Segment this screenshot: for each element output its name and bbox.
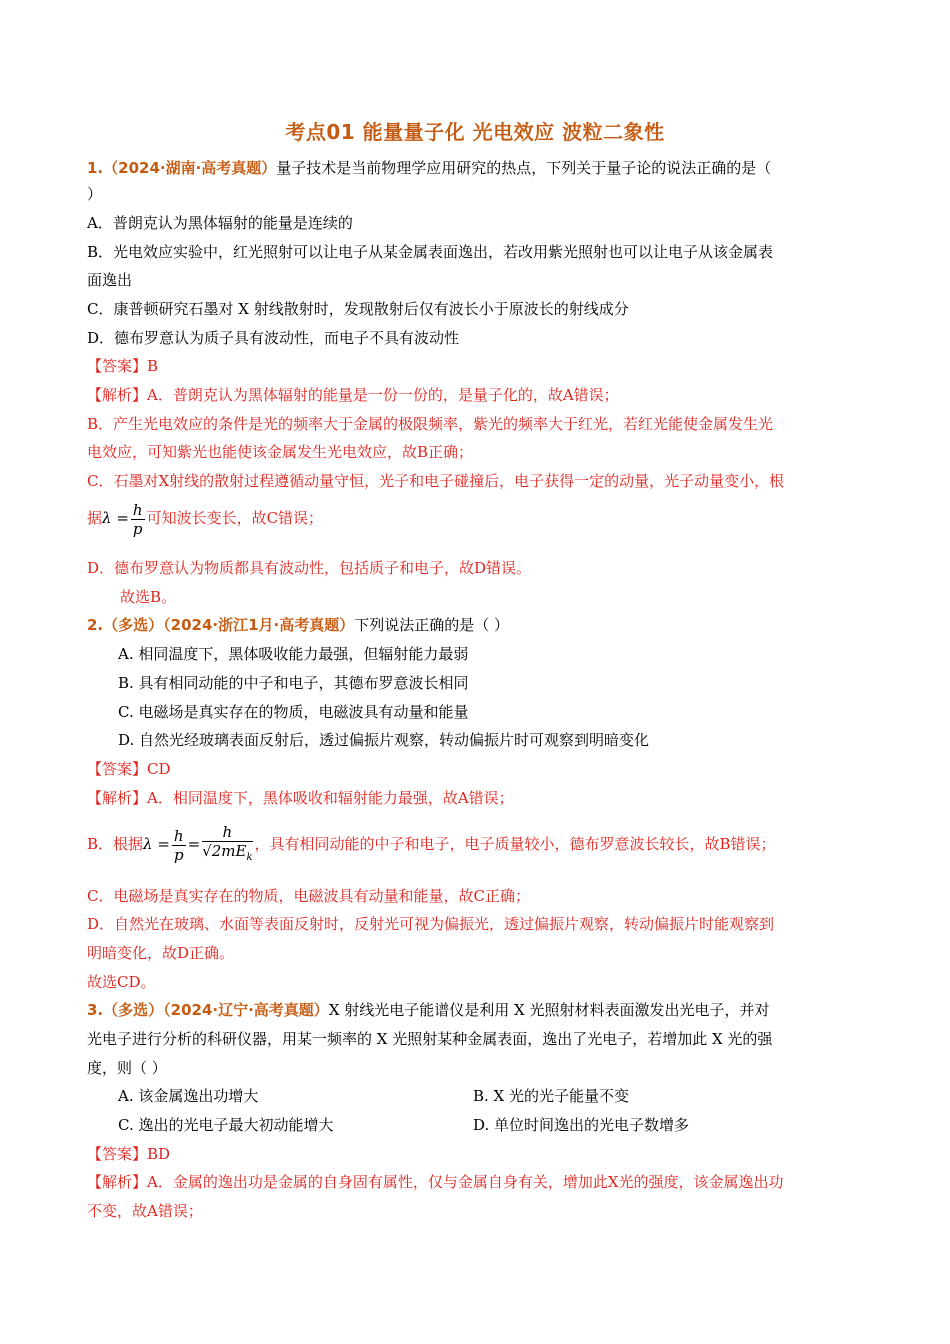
q1-analysis-c-line1: C．石墨对X射线的散射过程遵循动量守恒，光子和电子碰撞后，电子获得一定的动量，光子动量变小，根 <box>87 472 785 490</box>
q2-option-a: A. 相同温度下，黑体吸收能力最强，但辐射能力最弱 <box>118 645 469 663</box>
q1-number: 1. <box>87 159 104 177</box>
formula-lambda-2: λ = <box>143 835 170 853</box>
q3-answer: 【答案】BD <box>87 1145 171 1163</box>
q1-analysis-d: D．德布罗意认为物质都具有波动性，包括质子和电子，故D错误。 <box>87 559 532 577</box>
q3-source: （2024·辽宁·高考真题） <box>163 1001 329 1019</box>
q1-option-c: C．康普顿研究石墨对 X 射线散射时，发现散射后仅有波长小于原波长的射线成分 <box>87 300 629 318</box>
formula-equals: = <box>187 835 201 853</box>
q2-analysis-d-line1: D．自然光在玻璃、水面等表面反射时，反射光可视为偏振光，透过偏振片观察，转动偏振片时能观察到 <box>87 915 775 933</box>
q3-stem-line3: 度，则（ ） <box>87 1059 167 1077</box>
q3-analysis-a-text: A．金属的逸出功是金属的自身固有属性，仅与金属自身有关，增加此X光的强度，该金属逸出功 <box>147 1173 784 1191</box>
formula-lambda-1: λ = <box>102 509 129 527</box>
q2-number: 2. <box>87 616 104 634</box>
q2-analysis-d-line2: 明暗变化，故D正确。 <box>87 944 235 962</box>
q3-analysis-label: 【解析】 <box>87 1173 148 1191</box>
q2-analysis-b-post: ，具有相同动能的中子和电子，电子质量较小，德布罗意波长较长，故B错误； <box>254 835 776 853</box>
q1-stem: 量子技术是当前物理学应用研究的热点，下列关于量子论的说法正确的是（ <box>276 159 772 177</box>
q2-tag: （多选） <box>103 616 164 634</box>
q3-analysis-a-line2: 不变，故A错误； <box>87 1202 203 1220</box>
q3-tag: （多选） <box>103 1001 164 1019</box>
q1-option-d: D．德布罗意认为质子具有波动性，而电子不具有波动性 <box>87 329 460 347</box>
q1-analysis-b-line1: B．产生光电效应的条件是光的频率大于金属的极限频率，紫光的频率大于红光，若红光能使金属发生光 <box>87 415 774 433</box>
q2-answer: 【答案】CD <box>87 760 171 778</box>
page-title: 考点01 能量量子化 光电效应 波粒二象性 <box>285 120 665 144</box>
q2-analysis-label: 【解析】 <box>87 789 148 807</box>
formula-fraction-sqrt: $\frac{h}{√2mE_k}$ <box>202 823 252 867</box>
q3-analysis-a-line1 <box>87 1172 784 1192</box>
q1-source: （2024·湖南·高考真题） <box>103 159 277 177</box>
q3-option-d: D. 单位时间逸出的光电子数增多 <box>473 1116 690 1134</box>
q3-stem-line1 <box>87 1000 769 1020</box>
q2-analysis-a <box>87 788 514 808</box>
q2-conclusion: 故选CD。 <box>87 973 156 991</box>
q1-stem-end: ） <box>87 185 103 203</box>
q1-analysis-c-pre: 据 <box>87 509 103 527</box>
q1-analysis-a-text: A．普朗克认为黑体辐射的能量是一份一份的，是量子化的，故A错误； <box>147 386 619 404</box>
q1-analysis-c-line2 <box>87 500 323 538</box>
q3-number: 3. <box>87 1001 104 1019</box>
q1-analysis-label: 【解析】 <box>87 386 148 404</box>
q3-stem-line2: 光电子进行分析的科研仪器，用某一频率的 X 光照射某种金属表面，逸出了光电子，若增加此 X 光的强 <box>87 1030 773 1048</box>
formula-fraction-1: $\frac{h}{p}$ <box>132 500 143 538</box>
q2-option-d: D. 自然光经玻璃表面反射后，透过偏振片观察，转动偏振片时可观察到明暗变化 <box>118 731 650 749</box>
q1-option-a: A．普朗克认为黑体辐射的能量是连续的 <box>87 214 353 232</box>
q1-analysis-b-line2: 电效应，可知紫光也能使该金属发生光电效应，故B正确； <box>87 443 474 461</box>
q2-analysis-b <box>87 816 776 872</box>
q2-stem-line <box>87 615 509 635</box>
q2-stem: 下列说法正确的是（ ） <box>354 616 510 634</box>
q3-option-b: B. X 光的光子能量不变 <box>473 1087 630 1105</box>
q1-analysis-a <box>87 385 619 405</box>
q3-option-c: C. 逸出的光电子最大初动能增大 <box>118 1116 334 1134</box>
q2-option-b: B. 具有相同动能的中子和电子，其德布罗意波长相同 <box>118 674 469 692</box>
q1-stem-line <box>87 158 771 178</box>
q1-conclusion: 故选B。 <box>120 588 177 606</box>
q2-analysis-c: C．电磁场是真实存在的物质，电磁波具有动量和能量，故C正确； <box>87 887 530 905</box>
q3-option-a: A. 该金属逸出功增大 <box>118 1087 259 1105</box>
q2-option-c: C. 电磁场是真实存在的物质，电磁波具有动量和能量 <box>118 703 469 721</box>
q3-stem-1: X 射线光电子能谱仪是利用 X 光照射材料表面激发出光电子，并对 <box>328 1001 770 1019</box>
formula-fraction-h-p: $\frac{h}{p}$ <box>173 826 184 864</box>
q2-analysis-a-text: A．相同温度下，黑体吸收和辐射能力最强，故A错误； <box>147 789 514 807</box>
formula-sqrt: $√2mE_k$ <box>202 842 253 863</box>
q2-source: （2024·浙江1月·高考真题） <box>163 616 355 634</box>
q1-option-b-line1: B．光电效应实验中，红光照射可以让电子从某金属表面逸出，若改用紫光照射也可以让电子从该金属表 <box>87 243 774 261</box>
q1-analysis-c-post: 可知波长变长，故C错误； <box>146 509 324 527</box>
q1-option-b-line2: 面逸出 <box>87 271 133 289</box>
q1-answer: 【答案】B <box>87 357 159 375</box>
q2-analysis-b-pre: B．根据 <box>87 835 144 853</box>
